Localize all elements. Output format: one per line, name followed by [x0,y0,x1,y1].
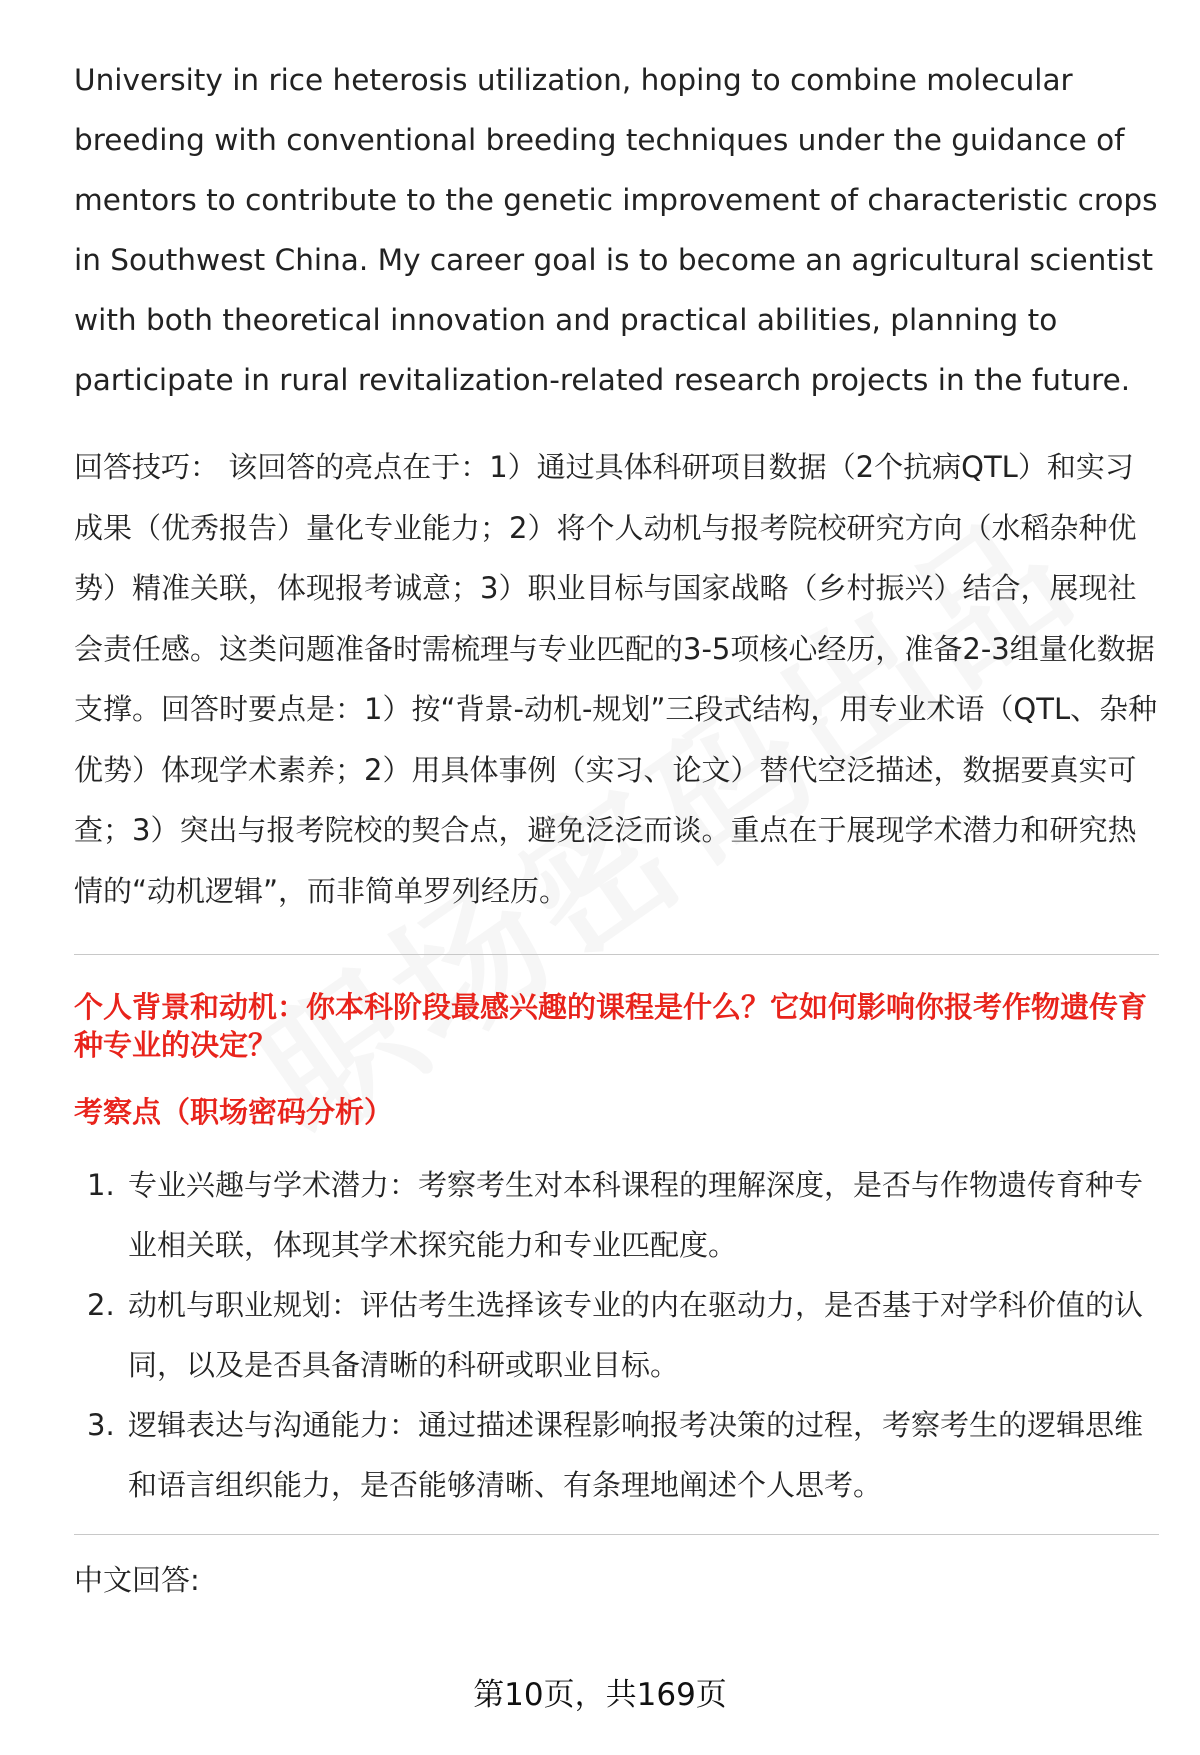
list-item-text: 动机与职业规划：评估考生选择该专业的内在驱动力，是否基于对学科价值的认同，以及是否具备清晰的科研或职业目标。 [128,1288,1144,1382]
list-item-text: 专业兴趣与学术潜力：考察考生对本科课程的理解深度，是否与作物遗传育种专业相关联，体现其学术探究能力和专业匹配度。 [128,1168,1144,1262]
chinese-answer-label: 中文回答: [74,1563,200,1597]
answer-tips-paragraph: 回答技巧： 该回答的亮点在于：1）通过具体科研项目数据（2个抗病QTL）和实习成果（优秀报告）量化专业能力；2）将个人动机与报考院校研究方向（水稻杂种优势）精准关联，体现报考诚意；3）职业目标与国家战略（乡村振兴）结合，展现社会责任感。这类问题准备时需梳理与专业匹配的3-5项核心经历，准备2-3组量化数据支撑。回答时要点是：1）按“背景-动机-规划”三段式结构，用专业术语（QTL、杂种优势）体现学术素养；2）用具体事例（实习、论文）替代空泛描述，数据要真实可查；3）突出与报考院校的契合点，避免泛泛而谈。重点在于展现学术潜力和研究热情的“动机逻辑”，而非简单罗列经历。 [74,450,1158,908]
list-item [74,1275,1159,1395]
section-divider [74,954,1159,955]
list-item [74,1395,1159,1515]
page-number-footer: 第10页，共169页 [473,1677,727,1713]
list-item-number: 1. [87,1168,115,1202]
document-page [74,50,1159,1600]
list-item-number: 2. [87,1288,115,1322]
assessment-section-title: 考察点（职场密码分析） [74,1095,394,1129]
english-answer-paragraph: University in rice heterosis utilization, hoping to combine molecular breeding with conventional breeding techniques under the guidance of mentors to contribute to the genetic improvement of characteristic crops in Southwest China. My career goal is to become an agricultural scientist with both theoretical innovation and practical abilities, planning to participate in rural revitalization-related research projects in the future. [74,63,1158,397]
list-item-text: 逻辑表达与沟通能力：通过描述课程影响报考决策的过程，考察考生的逻辑思维和语言组织能力，是否能够清晰、有条理地阐述个人思考。 [128,1408,1144,1502]
section-divider [74,1534,1159,1535]
list-item [74,1155,1159,1275]
question-title: 个人背景和动机：你本科阶段最感兴趣的课程是什么？它如何影响你报考作物遗传育种专业的决定？ [74,990,1148,1062]
list-item-number: 3. [87,1408,115,1442]
assessment-points-list [74,1155,1159,1515]
